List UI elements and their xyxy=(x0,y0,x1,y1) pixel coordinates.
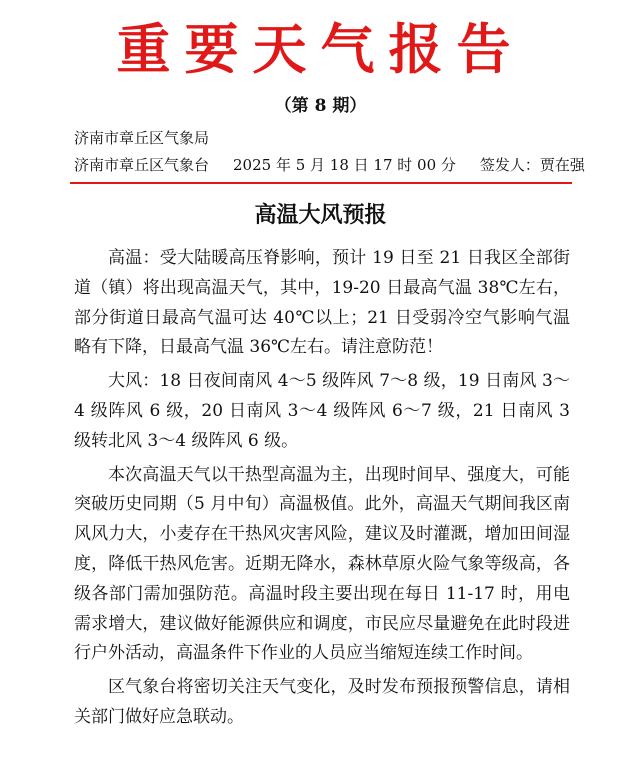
issuer-station-line xyxy=(74,155,585,175)
masthead-title: 重要天气报告 xyxy=(116,17,525,81)
paragraph-high-temperature: 高温：受大陆暖高压脊影响，预计 19 日至 21 日我区全部街道（镇）将出现高温天气，其中，19-20 日最高气温 38℃左右，部分街道日最高气温可达 40℃以上；21 日受弱冷空气影响气温略有下降，日最高气温 36℃左右。请注意防范！ xyxy=(74,248,570,358)
signer: 签发人：贾在强 xyxy=(479,156,585,174)
paragraph-strong-wind: 大风：18 日夜间南风 4～5 级阵风 7～8 级，19 日南风 3～4 级阵风 6 级，20 日南风 3～4 级阵风 6～7 级，21 日南风 3 级转北风 3～4 级阵风 6 级。 xyxy=(74,371,570,451)
paragraph-closing: 区气象台将密切关注天气变化，及时发布预报预警信息，请相关部门做好应急联动。 xyxy=(74,677,570,727)
paragraph-impact-advice: 本次高温天气以干热型高温为主，出现时间早、强度大，可能突破历史同期（5 月中旬）高温极值。此外，高温天气期间我区南风风力大，小麦存在干热风灾害风险，建议及时灌溉，增加田间湿度，降低干热风危害。近期无降水，森林草原火险气象等级高，各级各部门需加强防范。高温时段主要出现在每日 11-17 时，用电需求增大，建议做好能源供应和调度，市民应尽量避免在此时段进行户外活动，高温条件下作业的人员应当缩短连续工作时间。 xyxy=(74,464,570,664)
issuer-bureau: 济南市章丘区气象局 xyxy=(74,129,210,147)
document-body xyxy=(74,244,570,737)
document-title: 高温大风预报 xyxy=(254,203,387,228)
issue-datetime: 2025 年 5 月 18 日 17 时 00 分 xyxy=(233,156,456,174)
issuer-station: 济南市章丘区气象台 xyxy=(74,156,210,174)
red-divider-rule xyxy=(70,182,572,184)
issue-number: （第 8 期） xyxy=(274,96,367,116)
issuer-bureau-line xyxy=(74,128,209,148)
